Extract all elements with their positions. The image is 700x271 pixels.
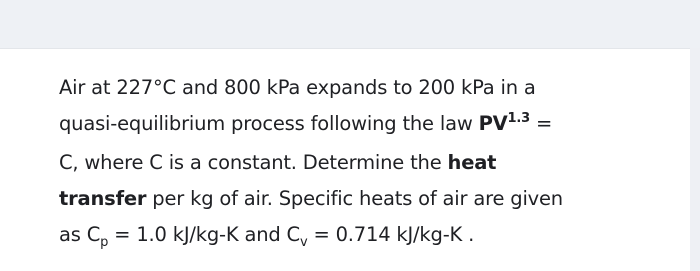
question-line-4 (59, 181, 659, 217)
law-base: PV (478, 112, 508, 135)
heat-keyword: heat (447, 151, 497, 174)
question-text (59, 70, 659, 256)
question-line-5 (59, 217, 659, 256)
cp-prefix: as C (59, 223, 101, 246)
cp-value: = 1.0 kJ/kg-K and C (108, 223, 300, 246)
cp-subscript: p (100, 235, 109, 250)
transfer-keyword: transfer (59, 187, 147, 210)
top-band (0, 0, 700, 48)
question-line-3-text: C, where C is a constant. Determine the (59, 151, 448, 174)
question-line-2-tail: = (529, 112, 553, 135)
cv-subscript: v (299, 235, 308, 250)
question-line-1-text: Air at 227°C and 800 kPa expands to 200 kPa in a (59, 76, 536, 99)
question-line-4-text: per kg of air. Specific heats of air are given (146, 187, 563, 210)
cv-value: = 0.714 kJ/kg-K . (307, 223, 475, 246)
question-line-2 (59, 106, 659, 145)
question-line-1 (59, 70, 659, 106)
question-line-2-text: quasi-equilibrium process following the law (59, 112, 479, 135)
question-line-3 (59, 145, 659, 181)
law-exponent: 1.3 (507, 111, 530, 126)
